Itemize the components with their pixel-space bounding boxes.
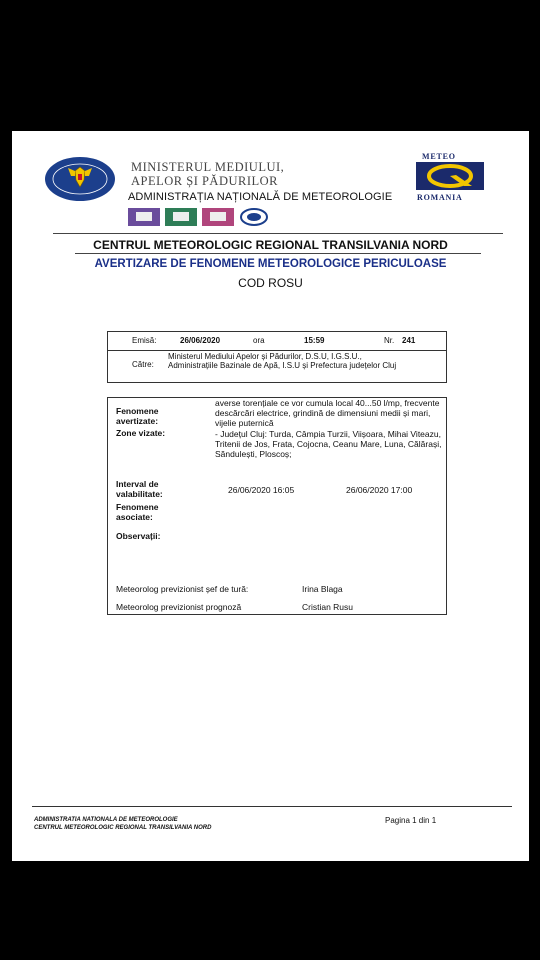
shift-chief-name: Irina Blaga [302, 584, 343, 594]
header-divider-top [53, 233, 503, 234]
interval-from: 26/06/2020 16:05 [228, 485, 295, 495]
meteo-logo-bottom-text: ROMANIA [417, 193, 463, 202]
recipients-text: Ministerul Mediului Apelor și Pădurilor, D.S.U, I.G.S.U., Administrațiile Bazinale de Apă, I.S.U și Prefectura județelor Cluj [168, 352, 397, 371]
interval-to: 26/06/2020 17:00 [346, 485, 413, 495]
meteo-romania-logo [416, 162, 484, 190]
ministry-name-line1: MINISTERUL MEDIULUI, [131, 160, 285, 174]
catre-label: Către: [132, 360, 154, 369]
document-page [12, 131, 529, 861]
warning-details-box [107, 397, 447, 615]
forecaster-name: Cristian Rusu [302, 602, 354, 612]
fenomene-label: Fenomene avertizate: [116, 406, 159, 426]
nr-label: Nr. [384, 336, 395, 345]
issue-info-row [108, 332, 446, 351]
certification-logos [128, 207, 280, 227]
warning-code: COD ROSU [238, 276, 303, 290]
zone-label: Zone vizate: [116, 428, 166, 438]
government-seal-logo [44, 156, 116, 202]
emisa-label: Emisă: [132, 336, 157, 345]
issue-info-box [107, 331, 447, 383]
issue-time: 15:59 [304, 336, 325, 345]
ministry-name-line2: APELOR ȘI PĂDURILOR [131, 174, 279, 188]
meteo-logo-top-text: METEO [422, 152, 456, 161]
shift-chief-label: Meteorolog previzionist șef de tură: [116, 584, 249, 594]
observatii-label: Observații: [116, 531, 161, 541]
issue-date: 26/06/2020 [180, 336, 221, 345]
interval-label: Interval de valabilitate: [116, 479, 163, 499]
footer-agency: ADMINISTRATIA NATIONALA DE METEOROLOGIE [34, 817, 178, 823]
ora-label: ora [253, 336, 265, 345]
header-divider-bottom [75, 253, 481, 254]
agency-name: ADMINISTRAȚIA NAȚIONALĂ DE METEOROLOGIE [128, 191, 393, 203]
zone-value: - Județul Cluj: Turda, Câmpia Turzii, Viișoara, Mihai Viteazu, Tritenii de Jos, Frata, Cojocna, Ceanu Mare, Luna, Călărași, Săndulești, Ploscoș; [215, 429, 442, 459]
footer-divider [32, 806, 512, 807]
forecaster-label: Meteorolog previzionist prognoză [116, 602, 242, 612]
issue-number: 241 [402, 336, 416, 345]
warning-title: AVERTIZARE DE FENOMENE METEOROLOGICE PERICULOASE [94, 258, 447, 270]
fenomene-value: averse torențiale ce vor cumula local 40...50 l/mp, frecvente descărcări electrice, grindină de dimensiuni medii și mari, vijelie puternică [215, 398, 440, 428]
asociate-label: Fenomene asociate: [116, 502, 159, 522]
footer-center: CENTRUL METEOROLOGIC REGIONAL TRANSILVANIA NORD [34, 825, 212, 831]
page-number: Pagina 1 din 1 [385, 816, 437, 825]
center-title: CENTRUL METEOROLOGIC REGIONAL TRANSILVANIA NORD [93, 238, 448, 252]
